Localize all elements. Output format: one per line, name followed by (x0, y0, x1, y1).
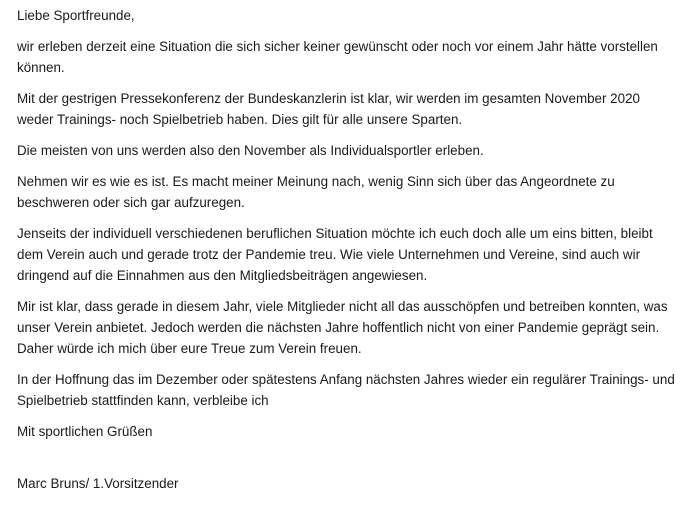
paragraph-membership: Mir ist klar, dass gerade in diesem Jahr, viele Mitglieder nicht all das ausschöpfen und betreiben konnten, was unser Verein anbietet. Jedoch werden die nächsten Jahre hoffentlich nicht von einer Pandemie geprägt sein. Daher würde ich mich über eure Treue zum Verein freuen. (17, 299, 668, 356)
paragraph-acceptance: Nehmen wir es wie es ist. Es macht meiner Meinung nach, wenig Sinn sich über das Angeordnete zu beschweren oder sich gar aufzuregen. (17, 174, 615, 211)
letter-closing: Mit sportlichen Grüßen (17, 423, 153, 439)
paragraph-individual-sport: Die meisten von uns werden also den November als Individualsportler erleben. (17, 143, 484, 159)
paragraph-situation: wir erleben derzeit eine Situation die sich sicher keiner gewünscht oder noch vor einem Jahr hätte vorstellen können. (17, 39, 658, 75)
paragraph-hope: In der Hoffnung das im Dezember oder spätestens Anfang nächsten Jahres wieder ein regulärer Trainings- und Spielbetrieb stattfinden kann, verbleibe ich (17, 371, 675, 408)
paragraph-press-conference: Mit der gestrigen Pressekonferenz der Bundeskanzlerin ist klar, wir werden im gesamten November 2020 weder Trainings- noch Spielbetrieb haben. Dies gilt für alle unsere Sparten. (17, 91, 640, 127)
letter-body (17, 6, 677, 494)
letter-signature: Marc Bruns/ 1.Vorsitzender (17, 475, 179, 491)
letter-greeting: Liebe Sportfreunde, (17, 8, 135, 23)
paragraph-loyalty-request: Jenseits der individuell verschiedenen beruflichen Situation möchte ich euch doch alle um eins bitten, bleibt dem Verein auch und gerade trotz der Pandemie treu. Wie viele Unternehmen und Vereine, sind auch wir dringend auf die Einnahmen aus den Mitgliedsbeiträgen angewiesen. (17, 226, 653, 283)
